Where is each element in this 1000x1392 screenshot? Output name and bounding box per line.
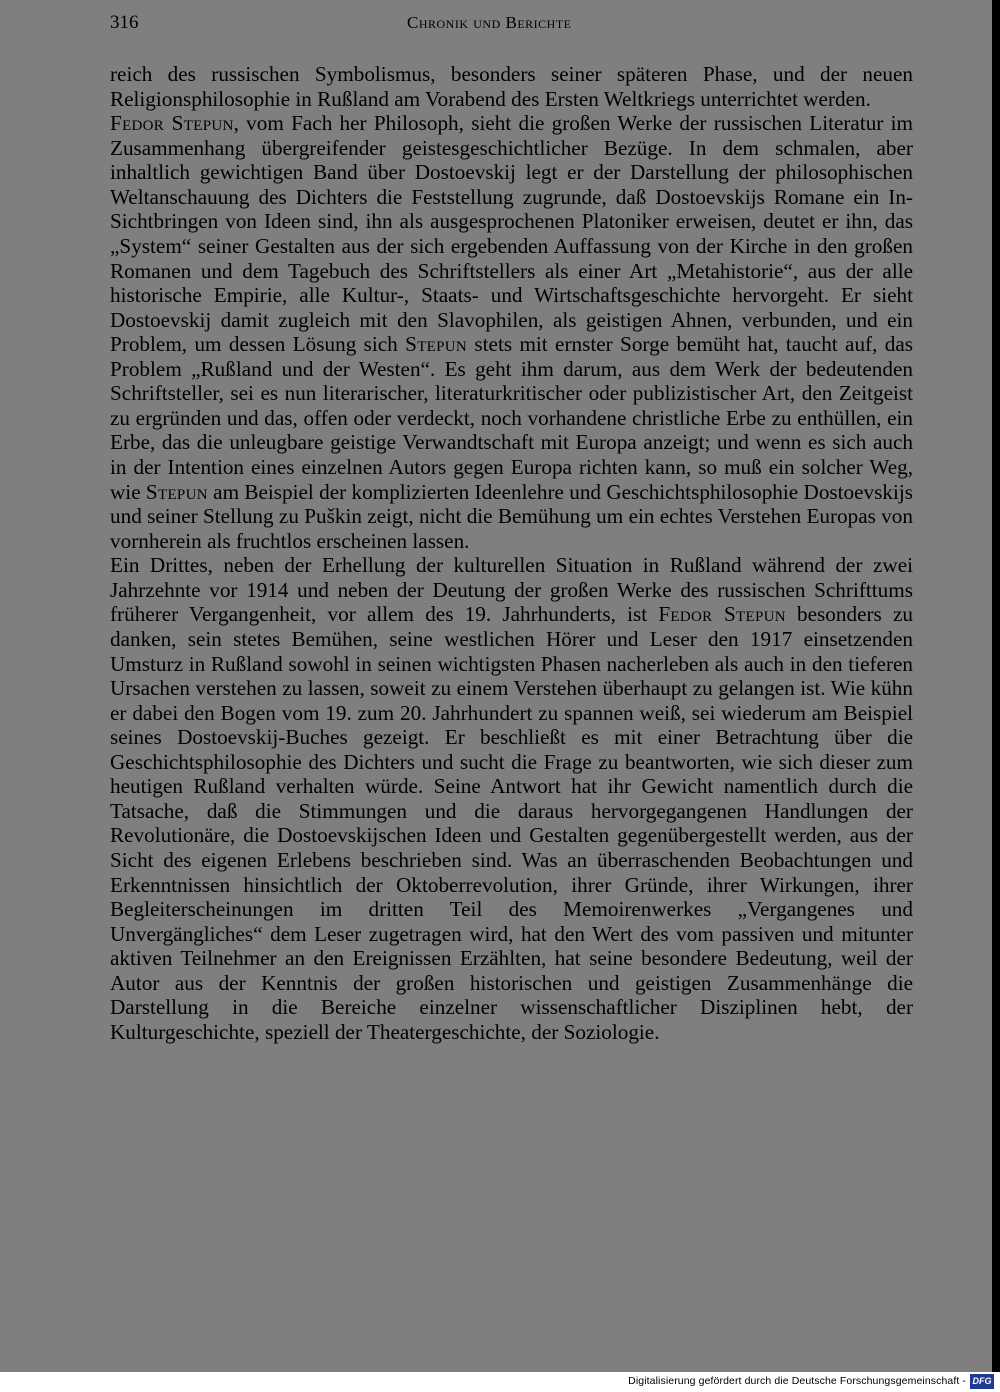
dfg-logo: DFG: [970, 1374, 994, 1389]
running-title: Chronik und Berichte: [407, 13, 572, 32]
paragraph-1: [110, 62, 913, 111]
paragraph-3: [110, 553, 913, 1044]
funding-note: Digitalisierung gefördert durch die Deutsche Forschungsgemeinschaft -: [628, 1375, 966, 1387]
author-name: Fedor Stepun: [658, 602, 786, 627]
author-name: Fedor Stepun: [110, 111, 234, 136]
running-head: [110, 12, 910, 38]
text-run: stets mit ernster Sorge bemüht hat, taucht auf, das Problem „Rußland und der Westen“. Es geht ihm darum, aus dem Werk der bedeutenden Schriftsteller, sei es nun literarischer, literaturkritischer oder publizistischer Art, den Zeitgeist zu ergründen und das, offen oder verdeckt, noch vorhandene christliche Erbe zu enthüllen, ein Erbe, das die unleugbare geistige Verwandtschaft mit Europa anzeigt; und wenn es sich auch in der Intention eines einzelnen Autors gegen Europa richten kann, so muß ein solcher Weg, wie: [110, 332, 913, 504]
author-name: Stepun: [405, 332, 468, 357]
text-run: besonders zu danken, sein stetes Bemühen, seine westlichen Hörer und Leser den 1917 einsetzenden Umsturz in Rußland sowohl in seinen wichtigsten Phasen nacherleben als auch in den tieferen Ursachen verstehen zu lassen, soweit zu einem Verstehen überhaupt zu gelangen ist. Wie kühn er dabei den Bogen vom 19. zum 20. Jahrhundert zu spannen weiß, sei wiederum am Beispiel seines Dostoevskij-Buches gezeigt. Er beschließt es mit einer Betrachtung über die Geschichtsphilosophie des Dichters und sucht die Frage zu beantworten, wie sich dieser zum heutigen Rußland verhalten würde. Seine Antwort hat ihr Gewicht namentlich durch die Tatsache, daß die Stimmungen und die daraus hervorgegangenen Handlungen der Revolutionäre, die Dostoevskijschen Ideen und Gestalten gegenübergestellt werden, aus der Sicht des eigenen Erlebens beschrieben sind. Was an überraschenden Beobachtungen und Erkenntnissen hinsichtlich der Oktoberrevolution, ihrer Gründe, ihrer Wirkungen, ihrer Begleiterscheinungen im dritten Teil des Memoirenwerkes „Vergangenes und Unvergängliches“ dem Leser zugetragen wird, hat den Wert des vom passiven und mitunter aktiven Teilnehmer an den Ereignissen Erzählten, hat seine besondere Bedeutung, weil der Autor aus der Kenntnis der großen historischen und geistigen Zusammenhänge die Darstellung in die Bereiche einzelner wissenschaftlicher Disziplinen hebt, der Kulturgeschichte, speziell der Theatergeschichte, der Soziologie.: [110, 602, 913, 1044]
paragraph-2: [110, 111, 913, 553]
page-number: 316: [110, 12, 139, 33]
text-run: am Beispiel der komplizierten Ideenlehre und Geschichtsphilosophie Dostoevskijs und seiner Stellung zu Puškin zeigt, nicht die Bemühung um ein echtes Verstehen Europas von vornherein als fruchtlos erscheinen lassen.: [110, 479, 913, 553]
text-run: , vom Fach her Philosoph, sieht die großen Werke der russischen Literatur im Zusammenhang übergreifender geistesgeschichtlicher Bezüge. In dem schmalen, aber inhaltlich gewichtigen Band über Dostoevskij legt er der Darstellung der philosophischen Weltanschauung des Dichters die Feststellung zugrunde, daß Dostoevskijs Romane ein In-Sichtbringen von Ideen sind, ihn als ausgesprochenen Platoniker erweisen, deutet er ihn, das „System“ seiner Gestalten aus der sich ergebenden Auffassung von der Kirche in den großen Romanen und dem Tagebuch des Schriftstellers als einer Art „Metahistorie“, aus der alle historische Empirie, alle Kultur-, Staats- und Wirtschaftsgeschichte hervorgeht. Er sieht Dostoevskij damit zugleich mit den Slavophilen, als geistigen Ahnen, verbunden, und ein Problem, um dessen Lösung sich: [110, 111, 913, 357]
text-run: reich des russischen Symbolismus, besonders seiner späteren Phase, und der neuen Religionsphilosophie in Rußland am Vorabend des Ersten Weltkriegs unterrichtet werden.: [110, 62, 913, 111]
author-name: Stepun: [145, 479, 208, 504]
body-text: [110, 62, 913, 1045]
text-run: Ein Drittes, neben der Erhellung der kulturellen Situation in Rußland während der zwei Jahrzehnte vor 1914 und neben der Deutung der großen Werke des russischen Schrifttums früherer Vergangenheit, vor allem des 19. Jahrhunderts, ist: [110, 553, 913, 627]
footer-bar: [0, 1372, 1000, 1392]
